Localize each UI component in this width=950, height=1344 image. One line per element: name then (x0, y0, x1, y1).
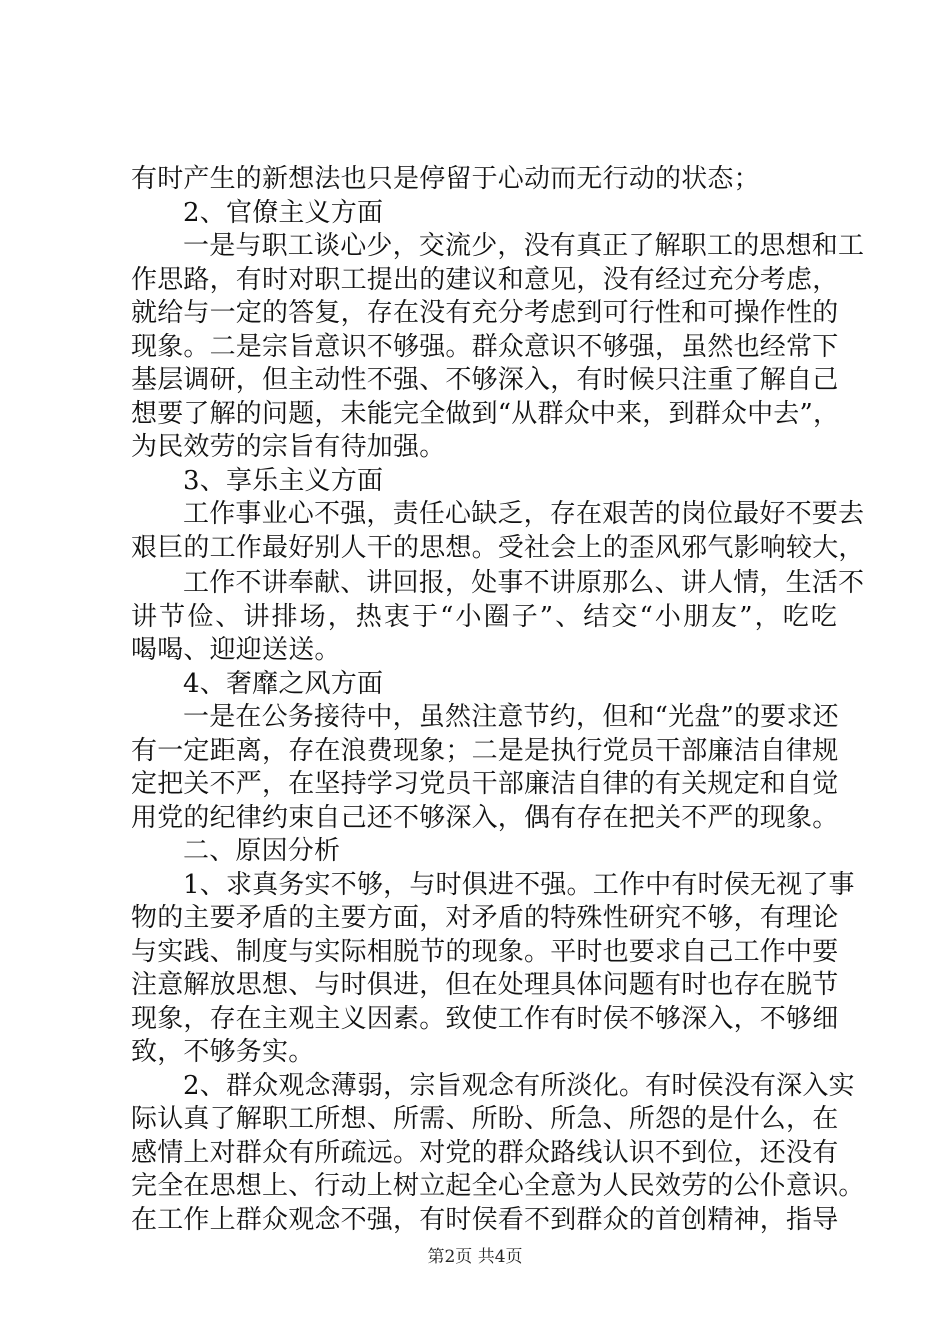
text-line: 作思路，有时对职工提出的建议和意见，没有经过充分考虑， (131, 264, 839, 295)
text-line: 有时产生的新想法也只是停留于心动而无行动的状态； (131, 164, 760, 194)
text-line: 一是在公务接待中，虽然注意节约，但和“光盘”的要求还 (183, 702, 839, 732)
text-line: 物的主要矛盾的主要方面，对矛盾的特殊性研究不够，有理论 (131, 903, 839, 933)
page-number-footer: 第2页 共4页 (427, 1247, 523, 1267)
text-line: 现象，存在主观主义因素。致使工作有时侯不够深入，不够细 (131, 1003, 839, 1034)
text-line: 为民效劳的宗旨有待加强。 (131, 432, 446, 462)
text-block-lower (131, 567, 865, 1237)
text-line: 二、原因分析 (183, 836, 341, 866)
text-line: 想要了解的问题，未能完全做到“从群众中来，到群众中去”， (131, 398, 840, 429)
text-line: 3、享乐主义方面 (183, 465, 384, 496)
text-line: 2、官僚主义方面 (183, 197, 384, 228)
text-line: 与实践、制度与实际相脱节的现象。平时也要求自己工作中要 (131, 936, 839, 967)
text-block-upper (131, 163, 865, 565)
text-line: 2、群众观念薄弱，宗旨观念有所淡化。有时侯没有深入实 (183, 1070, 855, 1101)
text-line: 艰巨的工作最好别人干的思想。受社会上的歪风邪气影响较大， (131, 532, 865, 563)
text-line: 基层调研，但主动性不强、不够深入，有时候只注重了解自己 (131, 365, 839, 395)
text-line: 致，不够务实。 (131, 1037, 315, 1067)
text-line: 有一定距离，存在浪费现象；二是是执行党员干部廉洁自律规 (131, 735, 839, 766)
text-line: 际认真了解职工所想、所需、所盼、所急、所怨的是什么，在 (131, 1104, 839, 1134)
text-line: 喝喝、迎迎送送。 (131, 635, 341, 665)
text-line: 完全在思想上、行动上树立起全心全意为人民效劳的公仆意识。 (131, 1171, 865, 1201)
text-line: 一是与职工谈心少，交流少，没有真正了解职工的思想和工 (183, 231, 865, 261)
text-line: 就给与一定的答复，存在没有充分考虑到可行性和可操作性的 (131, 298, 839, 328)
text-line: 讲节俭、讲排场，热衷于“小圈子”、结交“小朋友”，吃吃 (131, 601, 837, 632)
text-line: 定把关不严，在坚持学习党员干部廉洁自律的有关规定和自觉 (131, 769, 839, 799)
text-line: 感情上对群众有所疏远。对党的群众路线认识不到位，还没有 (131, 1137, 839, 1168)
text-line: 现象。二是宗旨意识不够强。群众意识不够强，虽然也经常下 (131, 331, 839, 362)
text-line: 在工作上群众观念不强，有时侯看不到群众的首创精神，指导 (131, 1204, 839, 1235)
text-line: 1、求真务实不够，与时俱进不强。工作中有时侯无视了事 (183, 869, 855, 900)
text-line: 工作不讲奉献、讲回报，处事不讲原那么、讲人情，生活不 (183, 568, 865, 598)
text-line: 用党的纪律约束自己还不够深入，偶有存在把关不严的现象。 (131, 802, 839, 833)
text-line: 工作事业心不强，责任心缺乏，存在艰苦的岗位最好不要去 (183, 499, 865, 529)
text-line: 注意解放思想、与时俱进，但在处理具体问题有时也存在脱节 (131, 970, 839, 1000)
text-line: 4、奢靡之风方面 (183, 668, 384, 699)
